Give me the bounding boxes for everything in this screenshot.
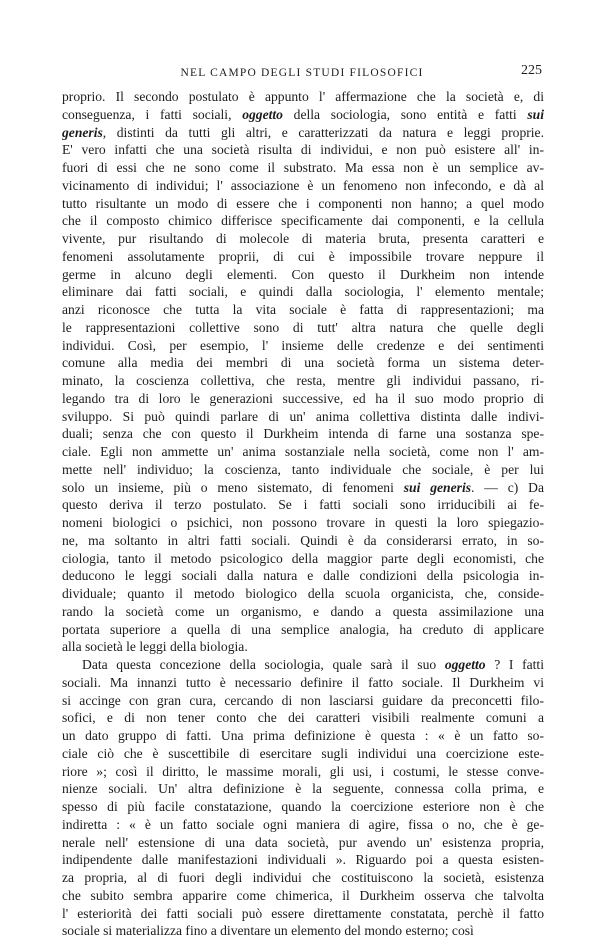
text-line: za propria, al di fuori degli individui che costituiscono la società, esistenza [62,870,544,885]
text-line: deducono le leggi sociali dalla natura e dalle condizioni della psicologia in- [62,568,544,584]
text-line: che il composto chimico differisce specificamente dai componenti, e la cellula [62,213,544,229]
text-line: individui. Così, per esempio, l' insieme delle credenze e dei sentimenti [62,337,544,353]
running-title: NEL CAMPO DEGLI STUDI FILOSOFICI [180,67,424,79]
paragraph [62,88,544,656]
text-line: indipendente dalle manifestazioni individuali ». Riguardo poi a questa esisten- [62,852,544,868]
text-line: si accinge con gran cura, cercando di non lasciarsi guidare da preconcetti filo- [62,692,544,708]
text-line: proprio. Il secondo postulato è appunto l' affermazione che la società e, di [62,89,544,104]
text-line: vicinamento di individui; l' associazione è un fenomeno non infecondo, e dà al [62,177,544,193]
text-line: l' esteriorità dei fatti sociali può essere direttamente constatata, perchè il fatto [62,905,544,921]
text-line: nienze sociali. Un' altra definizione è la seguente, connessa colla prima, e [62,781,544,797]
text-line: sofici, e di non tener conto che dei caratteri visibili realmente comuni a [62,710,544,726]
text-line: eliminare dai fatti sociali, e quindi dalla sociologia, l' elemento mentale; [62,284,544,300]
text-line: germe in alcuno degli elementi. Con questo il Durkheim non intende [62,266,544,282]
text-line: riore »; così il diritto, le massime morali, gli usi, i costumi, le stesse conve- [62,763,544,779]
text-line: indiretta : « è un fatto sociale ogni maniera di agire, fissa o no, che è ge- [62,816,544,832]
text-line: un dato gruppo di fatti. Una prima definizione è questa : « è un fatto so- [62,728,544,743]
text-line: questo deriva il terzo postulato. Se i fatti sociali sono irriducibili ai fe- [62,497,544,513]
text-line: ciale ciò che è suscettibile di esercitare sugli individui una coercizione este- [62,745,544,761]
body-text [62,88,544,940]
text-line: comune alla media dei membri di una società forma un sistema deter- [62,355,544,371]
text-line: Data questa concezione della sociologia, quale sarà il suo oggetto ? I fatti [82,657,544,672]
text-line: sociali. Ma innanzi tutto è necessario definire il fatto sociale. Il Durkheim vi [62,674,544,690]
text-line: rando la società come un organismo, e dando a questa assimilazione una [62,603,544,619]
text-line: nerale nell' estensione di una data società, pur avendo un' esistenza propria, [62,834,544,850]
text-line: ciale. Egli non ammette un' anima sostanziale nella società, come non l' am- [62,444,544,459]
text-line: duali; senza che con questo il Durkheim intenda di farne una sostanza spe- [62,426,544,442]
text-line: minato, la coscienza collettiva, che resta, mentre gli individui passano, ri- [62,373,544,388]
page-header [62,63,542,85]
text-line: mette nell' individuo; la coscienza, tanto individuale che sociale, è per lui [62,461,544,477]
text-line: vivente, pur risultando di molecole di materia bruta, presenta caratteri e [62,231,544,246]
text-line: generis, distinti da tutti gli altri, e caratterizzati da natura e leggi proprie. [62,124,544,140]
text-line: fenomeni assolutamente proprii, di cui è impossibile trovare neppure il [62,248,544,264]
paragraph [62,656,544,940]
text-line: nomeni biologici o psichici, non possono trovare in questi la loro spiegazio- [62,515,544,530]
text-line: le rappresentazioni collettive sono di tutt' altra natura che quelle degli [62,319,544,335]
text-line: fuori di essi che ne sono come il substrato. Ma essa non è un semplice av- [62,160,544,175]
text-line: ciologia, tanto il metodo psicologico della maggior parte degli economisti, che [62,550,544,566]
text-line: legando tra di loro le generazioni successive, ed ha il suo modo proprio di [62,390,544,406]
text-line: solo un insieme, più o meno sistemato, di fenomeni sui generis. — c) Da [62,479,544,495]
text-line: portata superiore a quella di una semplice analogia, ha creduto di applicare [62,621,544,637]
text-line: dividuale; quanto il metodo biologico della scuola organicista, che, conside- [62,586,544,601]
page-number: 225 [521,63,542,78]
text-line: sviluppo. Si può quindi parlare di un' anima collettiva distinta dalle indivi- [62,408,544,424]
text-line: sociale si materializza fino a diventare un elemento del mondo esterno; così [62,923,474,939]
text-line: tutto risultante un modo di essere che i componenti non hanno; a quel modo [62,195,544,211]
text-line: E' vero infatti che una società risulta di individui, e non può esistere all' in- [62,142,544,158]
text-line: alla società le leggi della biologia. [62,639,248,655]
text-line: anzi riconosce che tutta la vita sociale è fatta di rappresentazioni; ma [62,302,544,317]
text-line: ne, ma soltanto in altri fatti sociali. Quindi è da considerarsi errato, in so- [62,532,544,548]
text-line: che subito sembra apparire come chimerica, il Durkheim osserva che talvolta [62,887,544,903]
text-line: conseguenza, i fatti sociali, oggetto della sociologia, sono entità e fatti sui [62,106,544,122]
text-line: spesso di più facile constatazione, quando la coercizione esteriore non è che [62,799,544,814]
